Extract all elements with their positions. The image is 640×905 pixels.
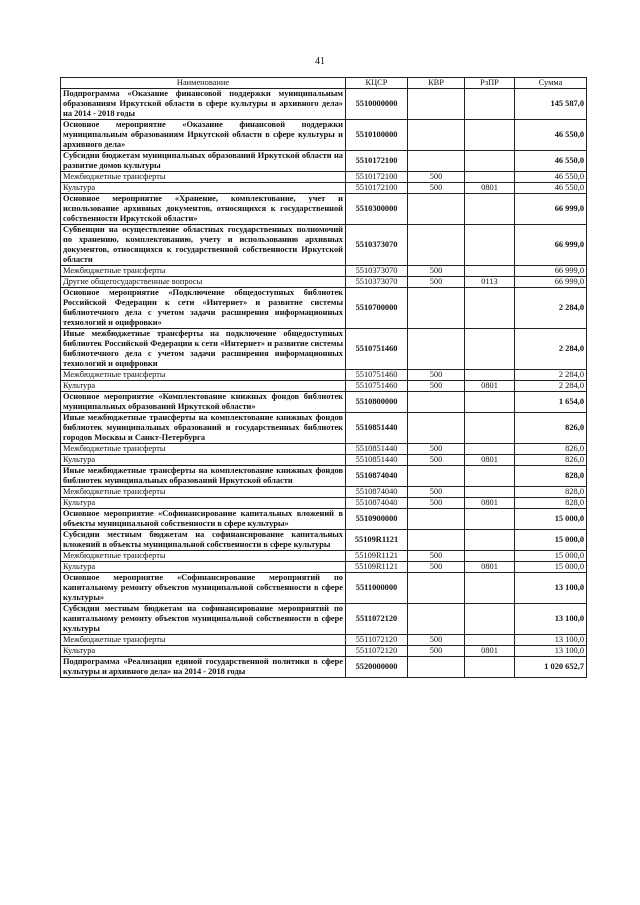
cell-kvr: 500 <box>408 183 465 194</box>
table-row <box>61 194 587 225</box>
cell-rzpr: 0801 <box>465 183 515 194</box>
cell-sum: 66 999,0 <box>515 225 587 266</box>
cell-rzpr: 0801 <box>465 646 515 657</box>
cell-kcsr: 5511072120 <box>346 646 408 657</box>
cell-rzpr <box>465 329 515 370</box>
table-row <box>61 646 587 657</box>
cell-name: Основное мероприятие «Хранение, комплектование, учет и использование архивных документов, относящихся к государственной собственности Иркутской области» <box>61 194 346 225</box>
cell-sum: 2 284,0 <box>515 288 587 329</box>
cell-kcsr: 5510000000 <box>346 89 408 120</box>
cell-name: Подпрограмма «Реализация единой государственной политики в сфере культуры и архивного дела» на 2014 - 2018 годы <box>61 657 346 678</box>
cell-kcsr: 5510751460 <box>346 329 408 370</box>
table-row <box>61 288 587 329</box>
table-row <box>61 530 587 551</box>
cell-sum: 66 999,0 <box>515 194 587 225</box>
budget-table <box>60 77 587 678</box>
cell-name: Субсидии местным бюджетам на софинансирование мероприятий по капитальному ремонту объектов муниципальной собственности в сфере культуры <box>61 604 346 635</box>
cell-rzpr <box>465 151 515 172</box>
cell-kcsr: 5510172100 <box>346 151 408 172</box>
cell-sum: 66 999,0 <box>515 266 587 277</box>
cell-sum: 826,0 <box>515 444 587 455</box>
cell-name: Межбюджетные трансферты <box>61 370 346 381</box>
cell-sum: 15 000,0 <box>515 562 587 573</box>
cell-kcsr: 5510751460 <box>346 370 408 381</box>
header-kvr: КВР <box>408 78 465 89</box>
cell-name: Межбюджетные трансферты <box>61 444 346 455</box>
table-row <box>61 183 587 194</box>
cell-sum: 13 100,0 <box>515 646 587 657</box>
cell-kcsr: 5510373070 <box>346 266 408 277</box>
cell-kvr: 500 <box>408 172 465 183</box>
cell-kvr <box>408 329 465 370</box>
cell-name: Межбюджетные трансферты <box>61 487 346 498</box>
table-row <box>61 509 587 530</box>
cell-name: Межбюджетные трансферты <box>61 635 346 646</box>
cell-rzpr <box>465 509 515 530</box>
cell-kvr <box>408 530 465 551</box>
table-row <box>61 381 587 392</box>
table-row <box>61 562 587 573</box>
cell-kcsr: 5520000000 <box>346 657 408 678</box>
cell-name: Субсидии местным бюджетам на софинансирование капитальных вложений в объекты муниципальной собственности в сфере культуры <box>61 530 346 551</box>
table-row <box>61 498 587 509</box>
cell-kvr <box>408 120 465 151</box>
cell-kvr: 500 <box>408 444 465 455</box>
cell-name: Основное мероприятие «Оказание финансовой поддержки муниципальным образованиям Иркутской области в сфере культуры и архивного дела» <box>61 120 346 151</box>
cell-sum: 828,0 <box>515 498 587 509</box>
cell-sum: 826,0 <box>515 413 587 444</box>
cell-rzpr <box>465 266 515 277</box>
cell-rzpr: 0801 <box>465 455 515 466</box>
table-row <box>61 225 587 266</box>
header-kcsr: КЦСР <box>346 78 408 89</box>
cell-kvr <box>408 657 465 678</box>
cell-sum: 828,0 <box>515 487 587 498</box>
cell-rzpr: 0801 <box>465 562 515 573</box>
cell-rzpr <box>465 172 515 183</box>
table-row <box>61 487 587 498</box>
cell-name: Культура <box>61 381 346 392</box>
cell-kvr <box>408 466 465 487</box>
cell-kcsr: 55109R1121 <box>346 562 408 573</box>
cell-sum: 15 000,0 <box>515 509 587 530</box>
cell-kcsr: 5510172100 <box>346 183 408 194</box>
cell-kcsr: 5510373070 <box>346 225 408 266</box>
cell-sum: 826,0 <box>515 455 587 466</box>
table-body <box>61 89 587 678</box>
cell-rzpr <box>465 370 515 381</box>
cell-kcsr: 5510373070 <box>346 277 408 288</box>
cell-kvr <box>408 225 465 266</box>
cell-name: Культура <box>61 183 346 194</box>
cell-sum: 46 550,0 <box>515 183 587 194</box>
cell-rzpr <box>465 530 515 551</box>
cell-sum: 1 020 652,7 <box>515 657 587 678</box>
cell-rzpr <box>465 487 515 498</box>
cell-kvr: 500 <box>408 646 465 657</box>
cell-kvr: 500 <box>408 635 465 646</box>
cell-kcsr: 5511072120 <box>346 604 408 635</box>
cell-rzpr <box>465 657 515 678</box>
table-row <box>61 392 587 413</box>
table-row <box>61 466 587 487</box>
cell-kvr: 500 <box>408 562 465 573</box>
cell-sum: 46 550,0 <box>515 120 587 151</box>
cell-kvr <box>408 89 465 120</box>
cell-sum: 2 284,0 <box>515 329 587 370</box>
cell-sum: 145 587,0 <box>515 89 587 120</box>
cell-rzpr <box>465 604 515 635</box>
cell-kvr: 500 <box>408 551 465 562</box>
cell-rzpr: 0113 <box>465 277 515 288</box>
table-row <box>61 89 587 120</box>
cell-sum: 13 100,0 <box>515 573 587 604</box>
cell-kvr: 500 <box>408 487 465 498</box>
cell-rzpr <box>465 635 515 646</box>
cell-rzpr <box>465 444 515 455</box>
cell-name: Основное мероприятие «Софинансирование капитальных вложений в объекты муниципальной собственности в сфере культуры» <box>61 509 346 530</box>
cell-kvr <box>408 151 465 172</box>
table-row <box>61 635 587 646</box>
header-rzpr: РзПР <box>465 78 515 89</box>
cell-name: Основное мероприятие «Софинансирование мероприятий по капитальному ремонту объектов муниципальной собственности в сфере культуры» <box>61 573 346 604</box>
cell-kcsr: 5510172100 <box>346 172 408 183</box>
page-number: 41 <box>315 56 325 67</box>
table-row <box>61 657 587 678</box>
cell-rzpr <box>465 466 515 487</box>
cell-name: Культура <box>61 646 346 657</box>
table-row <box>61 444 587 455</box>
table-row <box>61 277 587 288</box>
table-row <box>61 604 587 635</box>
cell-sum: 13 100,0 <box>515 604 587 635</box>
table-row <box>61 455 587 466</box>
cell-name: Иные межбюджетные трансферты на комплектование книжных фондов библиотек муниципальных образований Иркутской области <box>61 466 346 487</box>
cell-name: Иные межбюджетные трансферты на подключение общедоступных библиотек Российской Федерации к сети «Интернет» и развитие системы библиотечного дела с учетом задачи расширения информационных технологий и оцифровки <box>61 329 346 370</box>
cell-kvr <box>408 509 465 530</box>
cell-sum: 15 000,0 <box>515 530 587 551</box>
cell-kvr: 500 <box>408 498 465 509</box>
cell-sum: 828,0 <box>515 466 587 487</box>
cell-kcsr: 55109R1121 <box>346 551 408 562</box>
cell-rzpr <box>465 120 515 151</box>
cell-kcsr: 5510874040 <box>346 498 408 509</box>
cell-rzpr <box>465 89 515 120</box>
cell-kcsr: 5510874040 <box>346 466 408 487</box>
table-header-row <box>61 78 587 89</box>
table-row <box>61 573 587 604</box>
cell-kvr: 500 <box>408 381 465 392</box>
cell-sum: 66 999,0 <box>515 277 587 288</box>
cell-kcsr: 5511072120 <box>346 635 408 646</box>
cell-name: Культура <box>61 498 346 509</box>
cell-name: Иные межбюджетные трансферты на комплектование книжных фондов библиотек муниципальных образований и государственных библиотек городов Москвы и Санкт-Петербурга <box>61 413 346 444</box>
table-row <box>61 551 587 562</box>
cell-kcsr: 5510851440 <box>346 413 408 444</box>
table-row <box>61 370 587 381</box>
cell-kvr <box>408 413 465 444</box>
cell-kcsr: 5510751460 <box>346 381 408 392</box>
cell-kcsr: 5510851440 <box>346 444 408 455</box>
cell-name: Межбюджетные трансферты <box>61 172 346 183</box>
cell-rzpr <box>465 194 515 225</box>
cell-kcsr: 5510800000 <box>346 392 408 413</box>
cell-kvr <box>408 194 465 225</box>
table-row <box>61 120 587 151</box>
cell-rzpr <box>465 551 515 562</box>
table-row <box>61 329 587 370</box>
cell-kcsr: 5510874040 <box>346 487 408 498</box>
cell-name: Культура <box>61 455 346 466</box>
header-sum: Сумма <box>515 78 587 89</box>
header-name: Наименование <box>61 78 346 89</box>
table-row <box>61 266 587 277</box>
cell-kcsr: 55109R1121 <box>346 530 408 551</box>
cell-sum: 2 284,0 <box>515 381 587 392</box>
cell-kcsr: 5510851440 <box>346 455 408 466</box>
cell-name: Межбюджетные трансферты <box>61 266 346 277</box>
cell-sum: 46 550,0 <box>515 172 587 183</box>
cell-sum: 46 550,0 <box>515 151 587 172</box>
cell-rzpr <box>465 392 515 413</box>
cell-sum: 1 654,0 <box>515 392 587 413</box>
cell-name: Межбюджетные трансферты <box>61 551 346 562</box>
cell-kcsr: 5511000000 <box>346 573 408 604</box>
cell-rzpr: 0801 <box>465 498 515 509</box>
cell-sum: 2 284,0 <box>515 370 587 381</box>
cell-kcsr: 5510300000 <box>346 194 408 225</box>
cell-kcsr: 5510700000 <box>346 288 408 329</box>
cell-kcsr: 5510100000 <box>346 120 408 151</box>
cell-sum: 13 100,0 <box>515 635 587 646</box>
cell-rzpr <box>465 573 515 604</box>
table-row <box>61 172 587 183</box>
cell-kvr <box>408 288 465 329</box>
cell-kvr: 500 <box>408 277 465 288</box>
cell-kvr: 500 <box>408 370 465 381</box>
cell-kvr: 500 <box>408 455 465 466</box>
cell-kvr <box>408 392 465 413</box>
cell-rzpr: 0801 <box>465 381 515 392</box>
table-row <box>61 151 587 172</box>
cell-name: Субсидии бюджетам муниципальных образований Иркутской области на развитие домов культуры <box>61 151 346 172</box>
cell-kcsr: 5510900000 <box>346 509 408 530</box>
cell-name: Подпрограмма «Оказание финансовой поддержки муниципальным образованиям Иркутской области в сфере культуры и архивного дела» на 2014 - 2018 годы <box>61 89 346 120</box>
cell-name: Другие общегосударственные вопросы <box>61 277 346 288</box>
cell-name: Субвенции на осуществление областных государственных полномочий по хранению, комплектованию, учету и использованию архивных документов, относящихся к государственной собственности Иркутской области <box>61 225 346 266</box>
cell-rzpr <box>465 288 515 329</box>
cell-rzpr <box>465 225 515 266</box>
cell-kvr <box>408 604 465 635</box>
cell-name: Основное мероприятие «Подключение общедоступных библиотек Российской Федерации к сети «Интернет» и развитие системы библиотечного дела с учетом задачи расширения информационных технологий и оцифровки» <box>61 288 346 329</box>
cell-kvr <box>408 573 465 604</box>
cell-kvr: 500 <box>408 266 465 277</box>
cell-name: Основное мероприятие «Комплектование книжных фондов библиотек муниципальных образований Иркутской области» <box>61 392 346 413</box>
cell-sum: 15 000,0 <box>515 551 587 562</box>
table-row <box>61 413 587 444</box>
cell-rzpr <box>465 413 515 444</box>
cell-name: Культура <box>61 562 346 573</box>
